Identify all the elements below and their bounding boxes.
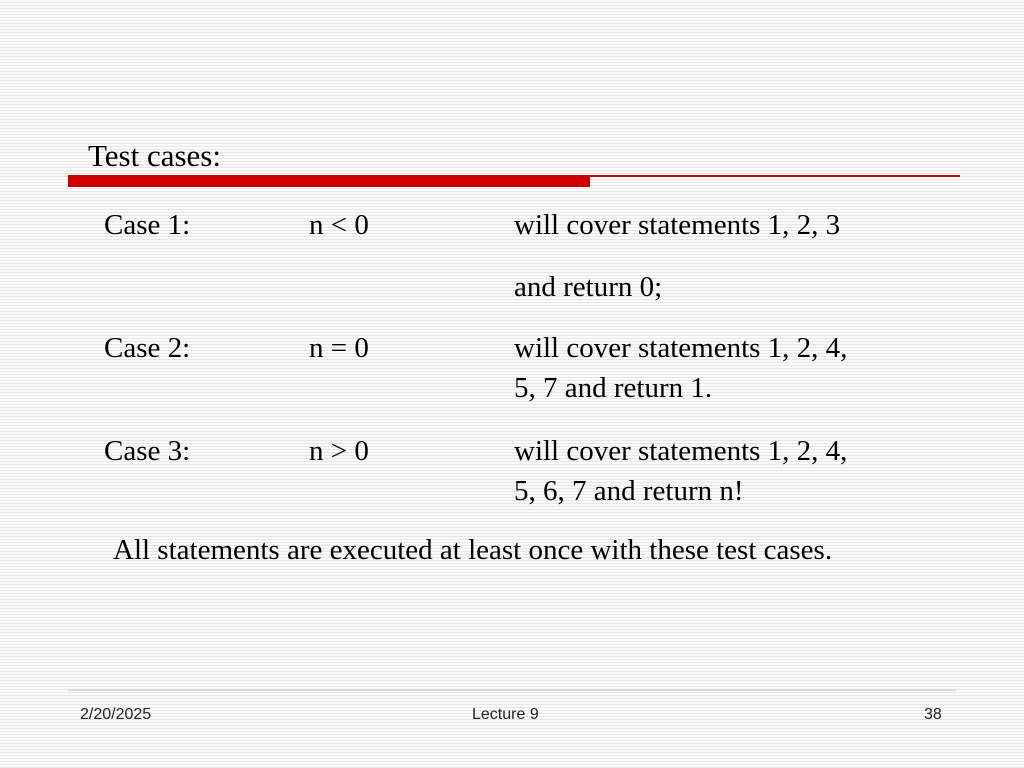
case-condition: n < 0: [309, 209, 369, 241]
case-condition: n = 0: [309, 332, 369, 364]
title-underline-thick: [68, 175, 590, 187]
footer-page-number: 38: [924, 706, 942, 723]
footer-divider: [68, 689, 956, 691]
footer-lecture-title: Lecture 9: [472, 706, 539, 723]
case-label: Case 3:: [104, 435, 191, 467]
case-result: will cover statements 1, 2, 4, 5, 6, 7 and return n!: [514, 435, 848, 507]
case-label: Case 2:: [104, 332, 191, 364]
title-underline-thin: [590, 175, 960, 177]
footer-date: 2/20/2025: [80, 706, 152, 723]
case-label: Case 1:: [104, 209, 191, 241]
case-condition: n > 0: [309, 435, 369, 467]
case-result: will cover statements 1, 2, 3 and return 0;: [514, 209, 841, 303]
case-result: will cover statements 1, 2, 4, 5, 7 and return 1.: [514, 332, 848, 404]
slide-title: Test cases:: [88, 138, 221, 173]
summary-text: All statements are executed at least once with these test cases.: [113, 534, 833, 566]
